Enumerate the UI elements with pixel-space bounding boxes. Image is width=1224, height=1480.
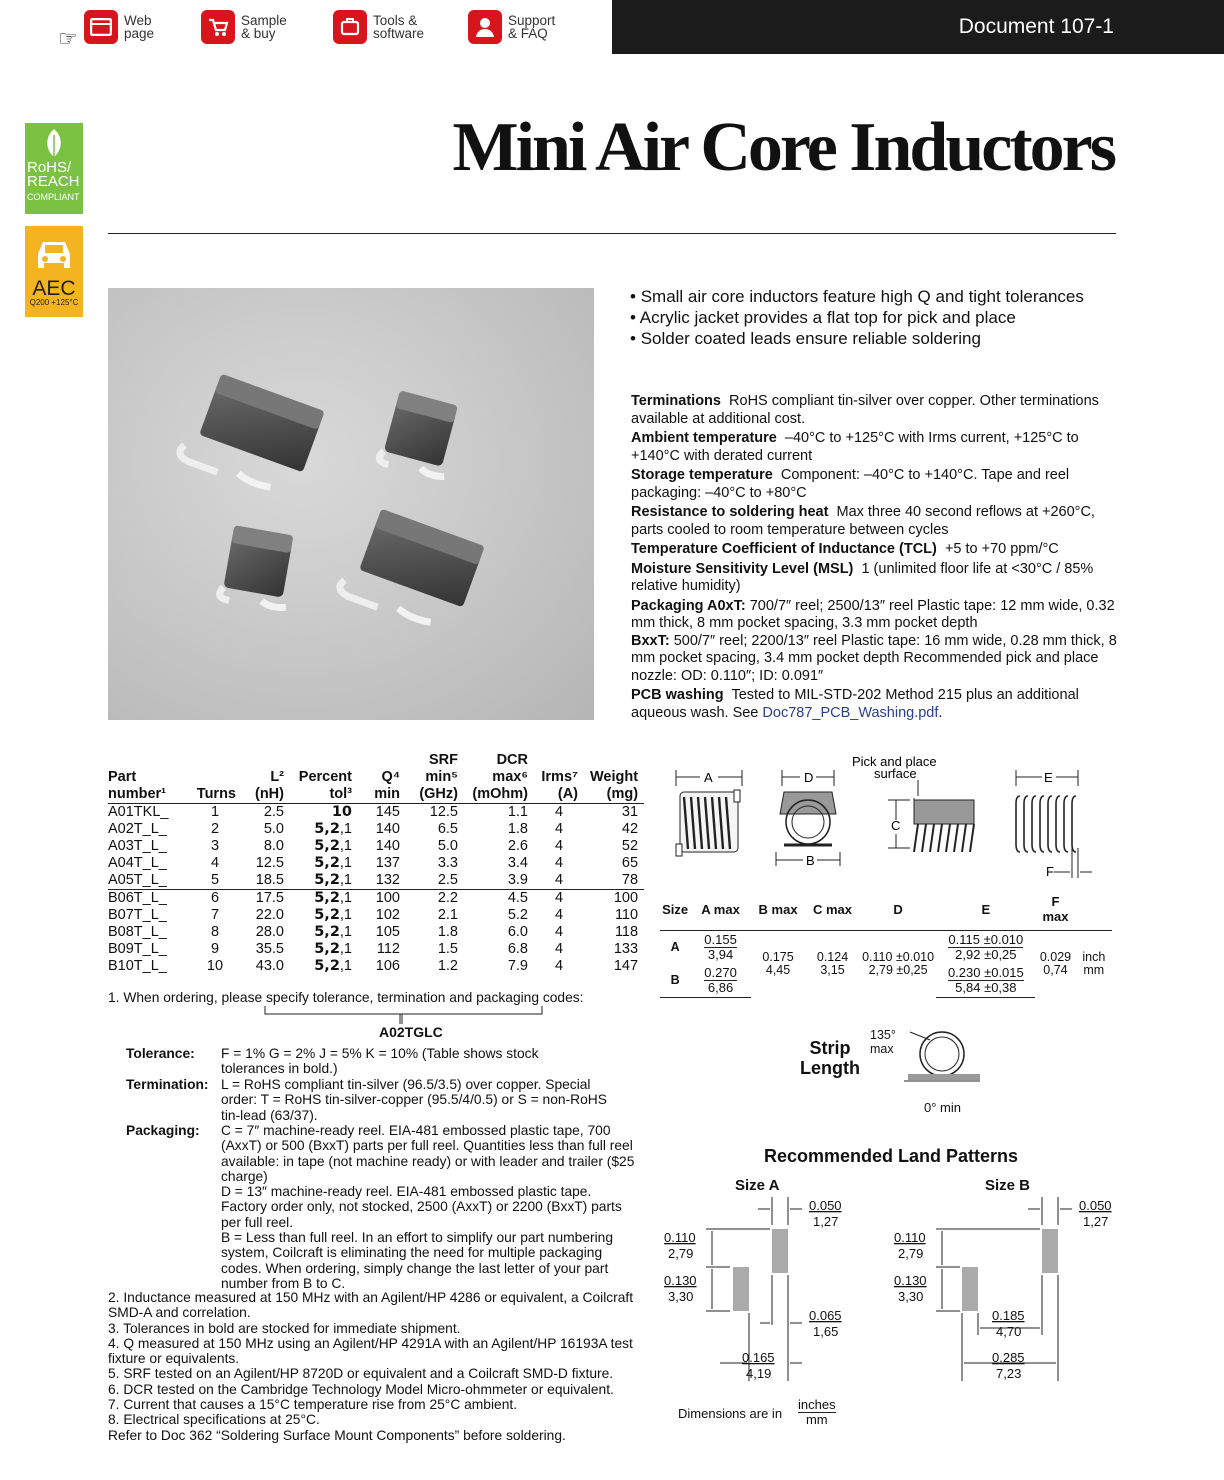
table-cell: 4 [554,804,564,820]
footnote: 3. Tolerances in bold are stocked for immediate shipment. [108,1320,461,1336]
land-pattern-drawing [660,1195,1120,1395]
land-a-h1-mm: 2,79 [668,1246,694,1261]
table-cell: A01TKL_ [108,804,169,820]
table-cell: 42 [621,821,639,837]
dims-col-a: A max [690,892,751,931]
pointer-hand-icon: ☞ [58,26,78,51]
table-cell: 5,2,1 [314,924,352,940]
table-cell: 5,2,1 [314,821,352,837]
dims-col-f: F max [1035,892,1075,931]
table-cell: 6.8 [507,941,528,957]
table-row [108,855,644,872]
table-cell: 5,2,1 [314,907,352,923]
land-b-t-in: 0.285 [992,1350,1025,1365]
label-e: E [1044,770,1053,785]
packaging-c: C = 7″ machine-ready reel. EIA-481 embossed plastic tape, 700 (AxxT) or 500 (BxxT) parts per full reel. Quantities less than full reel available: in tape (not machine ready) or with leader and trailer ($25 charge) [221,1123,635,1184]
table-cell: 18.5 [255,872,284,888]
feature-item: • Acrylic jacket provides a flat top for pick and place [630,307,1084,328]
table-cell: 105 [375,924,400,940]
pick-place-label: Pick and place [852,754,937,769]
table-cell: 137 [375,855,400,871]
table-cell: 12.5 [429,804,458,820]
table-cell: 110 [614,907,639,923]
label-c: C [891,818,901,833]
specifications [631,393,1121,724]
table-cell: B10T_L_ [108,958,167,974]
table-cell: 1.8 [507,821,528,837]
order-code-bracket [250,1005,550,1025]
aec-text: AEC [32,277,76,300]
land-b-h2-in: 0.130 [894,1273,927,1288]
col-turns: Turns [188,752,242,804]
table-cell: 4.5 [464,890,534,908]
nav-web-page-label: Web page [124,13,155,41]
table-cell: 31 [621,804,639,820]
strip-length-diagram [900,1028,990,1090]
parts-table-header [108,752,644,804]
rohs-text: RoHS/ [27,159,72,176]
inductor-photo-illustration [108,288,594,720]
land-b-t-mm: 7,23 [996,1366,1022,1381]
table-cell: 2.1 [437,907,458,923]
dims-f-max: 0.029 0,74 [1039,950,1072,978]
table-cell: 4 [554,958,564,974]
label-b: B [806,853,815,868]
order-code-example: A02TGLC [379,1024,443,1040]
table-cell: 9 [210,941,220,957]
footnote: 8. Electrical specifications at 25°C. [108,1412,320,1428]
table-cell: 100 [584,890,644,908]
table-cell: B09T_L_ [108,941,167,957]
nav-support-faq-label: Support & FAQ [508,13,556,41]
dims-col-d: D [860,892,937,931]
table-cell: 12.5 [255,855,284,871]
table-cell: 17.5 [242,890,290,908]
dims-a-max: $\frac{0.155}{3,94}$ [704,932,737,962]
table-cell: 3.3 [437,855,458,871]
table-cell: 5,2,1 [314,838,352,854]
col-q: Q⁴ min [358,752,406,804]
table-cell: 10 [331,804,352,820]
table-cell: 3.4 [507,855,528,871]
nav-sample-buy[interactable] [201,10,287,44]
table-cell: 106 [375,958,400,974]
table-cell: 6.0 [507,924,528,940]
footnote: 7. Current that causes a 15°C temperature rise from 25°C ambient. [108,1397,518,1413]
table-cell: 6 [188,890,242,908]
table-cell: 5.0 [437,838,458,854]
table-cell: 8.0 [263,838,284,854]
table-cell: 3.9 [507,872,528,888]
land-size-b-title: Size B [985,1177,1031,1194]
car-icon [32,238,76,274]
land-a-w-mm: 1,27 [813,1214,839,1229]
ordering-note: 1. When ordering, please specify tolerance, termination and packaging codes: [108,990,584,1005]
reach-text: REACH [27,173,80,190]
table-cell: 100 [358,890,406,908]
table-cell: 43.0 [255,958,284,974]
land-b-h2-mm: 3,30 [898,1289,924,1304]
nav-web-page[interactable] [84,10,154,44]
packaging-d: D = 13″ machine-ready reel. EIA-481 embossed plastic tape. Factory order only, not stocked, 2500 (AxxT) or 2200 (BxxT) parts per full reel. [221,1184,622,1230]
land-b-w-in: 0.050 [1079,1198,1112,1213]
label-f: F [1046,864,1054,879]
table-cell: 28.0 [255,924,284,940]
table-cell: 3 [210,838,220,854]
termination-label: Termination: [126,1077,209,1092]
strip-length-label: Strip Length [800,1038,860,1078]
table-cell: 112 [376,941,400,957]
tolerance-label: Tolerance: [126,1046,195,1061]
table-cell: 78 [621,872,639,888]
col-dcr: DCR max⁶ (mOhm) [464,752,534,804]
dimension-drawing [660,752,1116,882]
land-a-h1-in: 0.110 [664,1230,696,1245]
table-cell: 4 [554,855,564,871]
table-row [108,907,644,924]
table-cell: 4 [554,872,564,888]
spec-packaging-b: BxxT: 500/7″ reel; 2200/13″ reel Plastic tape: 16 mm wide, 0.28 mm thick, 8 mm pocket spacing, 3.4 mm pocket depth Recommended pick and place nozzle: OD: 0.110″; ID: 0.091″ [631,632,1117,684]
table-cell: 4 [554,821,564,837]
table-cell: 5,2,1 [314,958,352,974]
rohs-reach-badge [25,123,83,214]
land-a-t-mm: 4,19 [746,1366,772,1381]
strip-angle-label: 135° max [870,1028,896,1056]
document-number: Document 107-1 [958,15,1114,38]
col-srf: SRF min⁵ (GHz) [406,752,464,804]
pcb-washing-link[interactable]: Doc787_PCB_Washing.pdf [762,704,939,721]
table-cell: 5,2,1 [314,941,352,957]
table-row [108,838,644,855]
footnotes [108,1290,638,1443]
table-cell: 5,2,1 [290,890,358,908]
tools-icon [333,10,367,44]
table-cell: 2.6 [507,838,528,854]
table-cell: 1 [210,804,220,820]
nav-tools-software-label: Tools & software [373,13,425,41]
table-cell: 4 [554,838,564,854]
spec-packaging-a: Packaging A0xT: 700/7″ reel; 2500/13″ reel Plastic tape: 12 mm wide, 0.32 mm thick, 8 mm pocket spacing, 3.3 mm pocket depth [631,597,1115,631]
land-size-a-title: Size A [735,1177,780,1194]
table-cell: 145 [375,804,400,820]
land-a-t-in: 0.165 [742,1350,775,1365]
packaging-label: Packaging: [126,1123,200,1138]
dims-a-max-b: $\frac{0.270}{6,86}$ [690,964,751,998]
table-cell: B08T_L_ [108,924,167,940]
table-cell: 4 [210,855,220,871]
table-cell: 5,2,1 [314,872,352,888]
col-irms: Irms⁷ (A) [534,752,584,804]
table-cell: 5.0 [263,821,284,837]
table-cell: 6.5 [437,821,458,837]
table-cell: 1.8 [437,924,458,940]
dims-col-e: E [936,892,1035,931]
feature-list [630,286,1084,349]
table-cell: 7.9 [507,958,528,974]
table-cell: B07T_L_ [108,907,167,923]
land-b-g-mm: 4,70 [996,1324,1022,1339]
dims-col-c: C max [805,892,859,931]
table-cell: 1.1 [507,804,528,820]
table-cell: 22.0 [255,907,284,923]
land-b-g-in: 0.185 [992,1308,1025,1323]
footnote: 4. Q measured at 150 MHz using an Agilent/HP 4291A with an Agilent/HP 16193A test fixture or equivalents. [108,1335,633,1367]
parts-table [108,752,644,975]
land-a-g-in: 0.065 [809,1308,842,1323]
table-row [108,890,644,908]
table-row [108,924,644,941]
table-cell: B06T_L_ [108,890,188,908]
table-cell: 5,2,1 [314,855,352,871]
dims-col-size: Size [660,892,690,931]
dims-e-a: $\frac{0.115 \pm 0.010}{2,92 \pm 0,25}$ [948,932,1024,962]
table-cell: A04T_L_ [108,855,167,871]
land-a-g-mm: 1,65 [813,1324,839,1339]
leaf-icon [41,127,67,159]
table-cell: 140 [375,838,400,854]
table-row [108,821,644,838]
dims-e-b: $\frac{0.230 \pm 0.015}{5,84 \pm 0,38}$ [936,964,1035,998]
table-cell: 4 [554,924,564,940]
dims-c-max: 0.124 3,15 [816,950,849,978]
nav-support-faq[interactable] [468,10,555,44]
land-b-w-mm: 1,27 [1083,1214,1109,1229]
table-cell: 7 [210,907,220,923]
col-weight: Weight (mg) [584,752,644,804]
spec-soldering-heat: Resistance to soldering heat Max three 40 second reflows at +260°C, parts cooled to room temperature between cycles [631,504,1095,538]
compliant-text: COMPLIANT [27,192,80,202]
table-cell: 10 [206,958,224,974]
table-cell: 4 [534,890,584,908]
table-cell: 2 [210,821,220,837]
footnote: 6. DCR tested on the Cambridge Technology Model Micro-ohmmeter or equivalent. [108,1381,614,1397]
product-photo [108,288,594,720]
footnote: 2. Inductance measured at 150 MHz with an Agilent/HP 4286 or equivalent, a Coilcraft SMD-A and correlation. [108,1290,634,1321]
table-row [108,804,644,822]
nav-tools-software[interactable] [333,10,424,44]
table-cell: 52 [621,838,639,854]
table-cell: 1.2 [437,958,458,974]
spec-msl: Moisture Sensitivity Level (MSL) 1 (unlimited floor life at <30°C / 85% relative humidity) [631,560,1094,594]
land-a-h2-in: 0.130 [664,1273,697,1288]
spec-terminations: Terminations RoHS compliant tin-silver over copper. Other terminations available at additional cost. [631,393,1099,427]
dimension-unit-note: Dimensions are in [678,1406,783,1421]
feature-item: • Solder coated leads ensure reliable soldering [630,328,1084,349]
table-cell: 1.5 [437,941,458,957]
termination-text: L = RoHS compliant tin-silver (96.5/3.5) over copper. Special order: T = RoHS tin-silver-copper (95.5/4/0.5) or S = non-RoHS tin-lead (63/37). [221,1077,607,1123]
table-cell: 5.2 [507,907,528,923]
aec-rating: Q200 +125°C [29,298,79,307]
table-cell: 102 [375,907,400,923]
table-cell: A02T_L_ [108,821,167,837]
dims-size-b: B [660,964,690,998]
dims-b-max: 0.175 4,45 [762,950,794,978]
table-cell: 4 [554,907,564,923]
strip-min-label: 0° min [924,1100,961,1115]
cart-icon [201,10,235,44]
table-row [108,958,644,975]
table-cell: 133 [613,941,639,957]
surface-label: surface [874,766,917,781]
dims-d: 0.110 ±0.010 2,79 ±0,25 [862,950,935,978]
label-d: D [804,770,814,785]
land-b-h1-mm: 2,79 [898,1246,924,1261]
col-tolerance: Percent tol³ [290,752,358,804]
footnote: 5. SRF tested on an Agilent/HP 8720D or equivalent and a Coilcraft SMD-D fixture. [108,1366,614,1382]
spec-pcb-washing: PCB washing Tested to MIL-STD-202 Method 215 plus an additional aqueous wash. See Doc787_PCB_Washing.pdf. [631,687,1079,721]
spec-tcl: Temperature Coefficient of Inductance (TCL) +5 to +70 ppm/°C [631,541,1059,557]
title-divider [108,233,1116,234]
dims-col-b: B max [751,892,805,931]
table-row [108,872,644,890]
footnote: Refer to Doc 362 “Soldering Surface Mount Components” before soldering. [108,1427,566,1443]
aec-badge [25,226,83,317]
table-cell: 147 [613,958,639,974]
table-row [108,941,644,958]
label-a: A [704,770,713,785]
packaging-b: B = Less than full reel. In an effort to simplify our part numbering system, Coilcraft is eliminating the need for multiple packaging codes. When ordering, simply change the last letter of your part number from B to C. [221,1230,614,1291]
land-a-w-in: 0.050 [809,1198,842,1213]
col-inductance: L² (nH) [242,752,290,804]
dimensions-table [660,892,1112,998]
table-cell: A03T_L_ [108,838,167,854]
table-cell: 5 [210,872,220,888]
dims-row-a [660,931,1112,965]
spec-ambient-temp: Ambient temperature –40°C to +125°C with Irms current, +125°C to +140°C with derated current [631,430,1079,464]
web-page-icon [84,10,118,44]
page-title: Mini Air Core Inductors [452,109,1114,186]
tolerance-text: F = 1% G = 2% J = 5% K = 10% (Table shows stock tolerances in bold.) [221,1046,539,1077]
spec-storage-temp: Storage temperature Component: –40°C to +140°C. Tape and reel packaging: –40°C to +80°C [631,467,1070,501]
table-cell: 132 [375,872,400,888]
dimension-unit-fraction: inches mm [798,1397,836,1427]
table-cell: 118 [614,924,639,940]
dims-size-a: A [670,940,680,954]
land-a-h2-mm: 3,30 [668,1289,694,1304]
table-cell: 65 [621,855,639,871]
support-icon [468,10,502,44]
nav-sample-buy-label: Sample & buy [241,13,287,41]
table-cell: 140 [375,821,400,837]
col-part-number: Part number¹ [108,752,188,804]
land-patterns-title: Recommended Land Patterns [764,1146,1019,1166]
table-cell: 2.5 [263,804,284,820]
feature-item: • Small air core inductors feature high Q and tight tolerances [630,286,1084,307]
table-cell: 8 [210,924,220,940]
table-cell: 35.5 [255,941,284,957]
dims-unit: inch mm [1082,950,1106,978]
table-cell: A05T_L_ [108,872,167,888]
table-cell: 4 [554,941,564,957]
table-cell: 2.5 [437,872,458,888]
table-cell: 2.2 [406,890,464,908]
dims-col-unit [1076,892,1112,931]
document-number-bar [612,0,1224,54]
land-b-h1-in: 0.110 [894,1230,926,1245]
